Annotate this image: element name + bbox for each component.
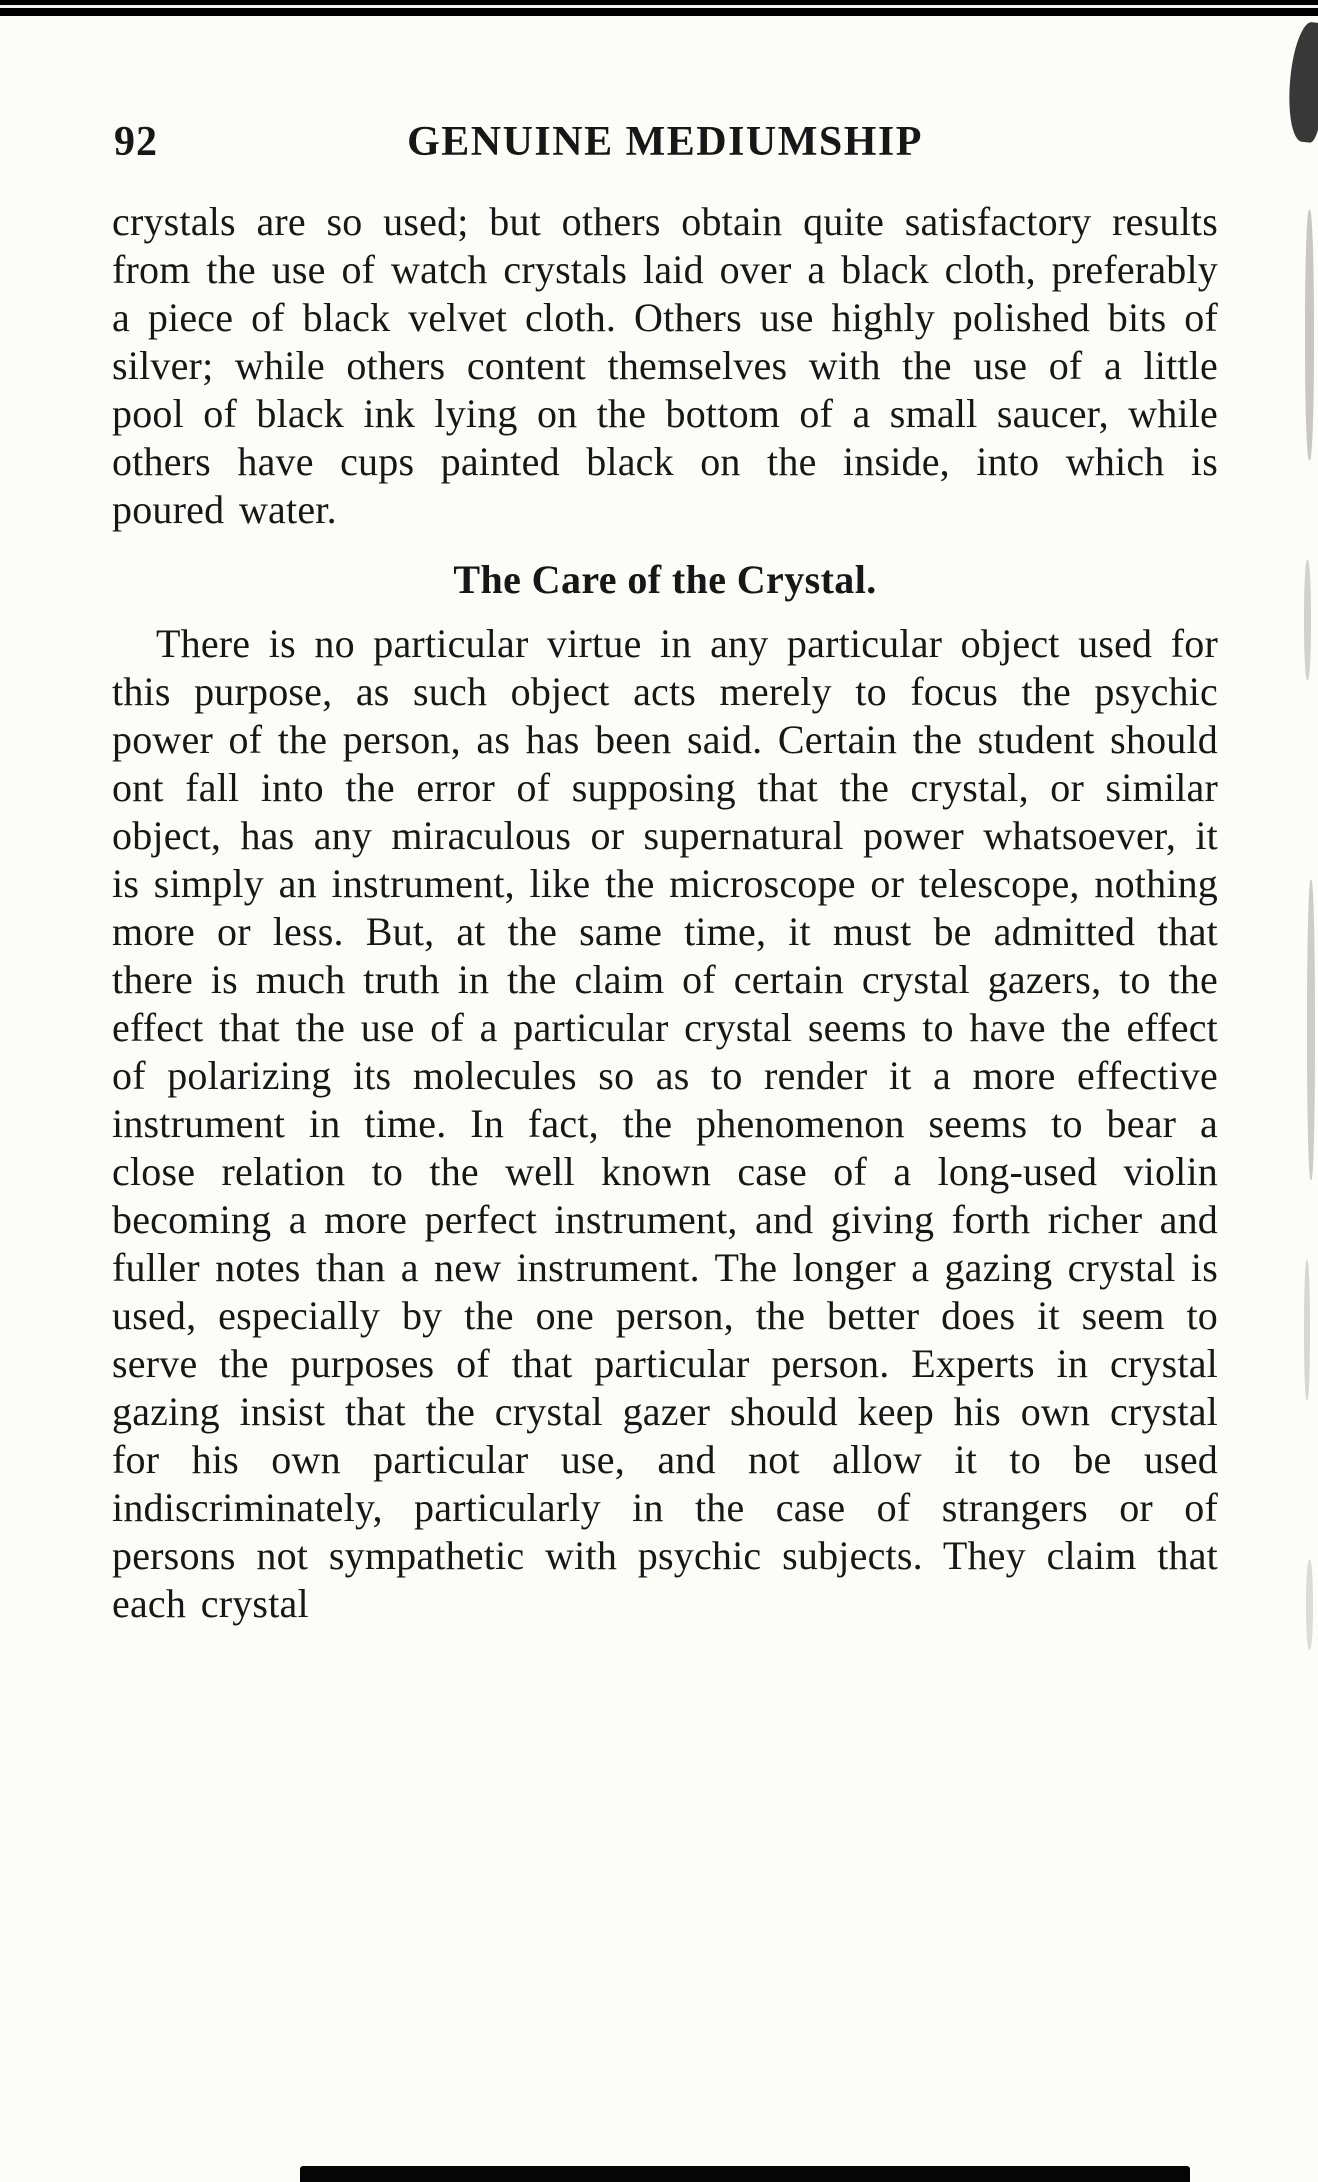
section-heading: The Care of the Crystal. (453, 557, 877, 602)
scan-edge-bottom (300, 2166, 1190, 2182)
paragraph-continuation: crystals are so used; but others obtain quite satisfactory results from the use of watch crystals laid over a black cloth, preferably a piece of black velvet cloth. Others use highly polished bits of silver; while others content themselves with the use of a little pool of black ink lying on the bottom of a small saucer, while others have cups painted black on the inside, into which is poured water. (112, 199, 1218, 532)
scan-artifact (1305, 210, 1314, 460)
page-number: 92 (114, 119, 158, 165)
scan-edge-top (0, 0, 1318, 16)
paragraph: There is no particular virtue in any particular object used for this purpose, as such object acts merely to focus the psychic power of the person, as has been said. Certain the student should ont fall into the error of supposing that the crystal, or similar object, has any miraculous or supernatural power whatsoever, it is simply an instrument, like the microscope or telescope, nothing more or less. But, at the same time, it must be admitted that there is much truth in the claim of certain crystal gazers, to the effect that the use of a particular crystal seems to have the effect of polarizing its molecules so as to render it a more effective instrument in time. In fact, the phenomenon seems to bear a close relation to the well known case of a long-used violin becoming a more perfect instrument, and giving forth richer and fuller notes than a new instrument. The longer a gazing crystal is used, especially by the one person, the better does it seem to serve the purposes of that particular person. Experts in crystal gazing insist that the crystal gazer should keep his own crystal for his own particular use, and not allow it to be used indiscriminately, particularly in the case of strangers or of persons not sympathetic with psychic subjects. They claim that each crystal (112, 621, 1218, 1626)
scan-artifact (1284, 21, 1318, 144)
running-title: GENUINE MEDIUMSHIP (407, 119, 923, 165)
scan-artifact (1304, 560, 1311, 680)
scan-artifact (1307, 880, 1315, 1180)
scan-artifact (1306, 1560, 1313, 1650)
page-header (112, 118, 1218, 174)
scan-artifact (1304, 1260, 1310, 1400)
